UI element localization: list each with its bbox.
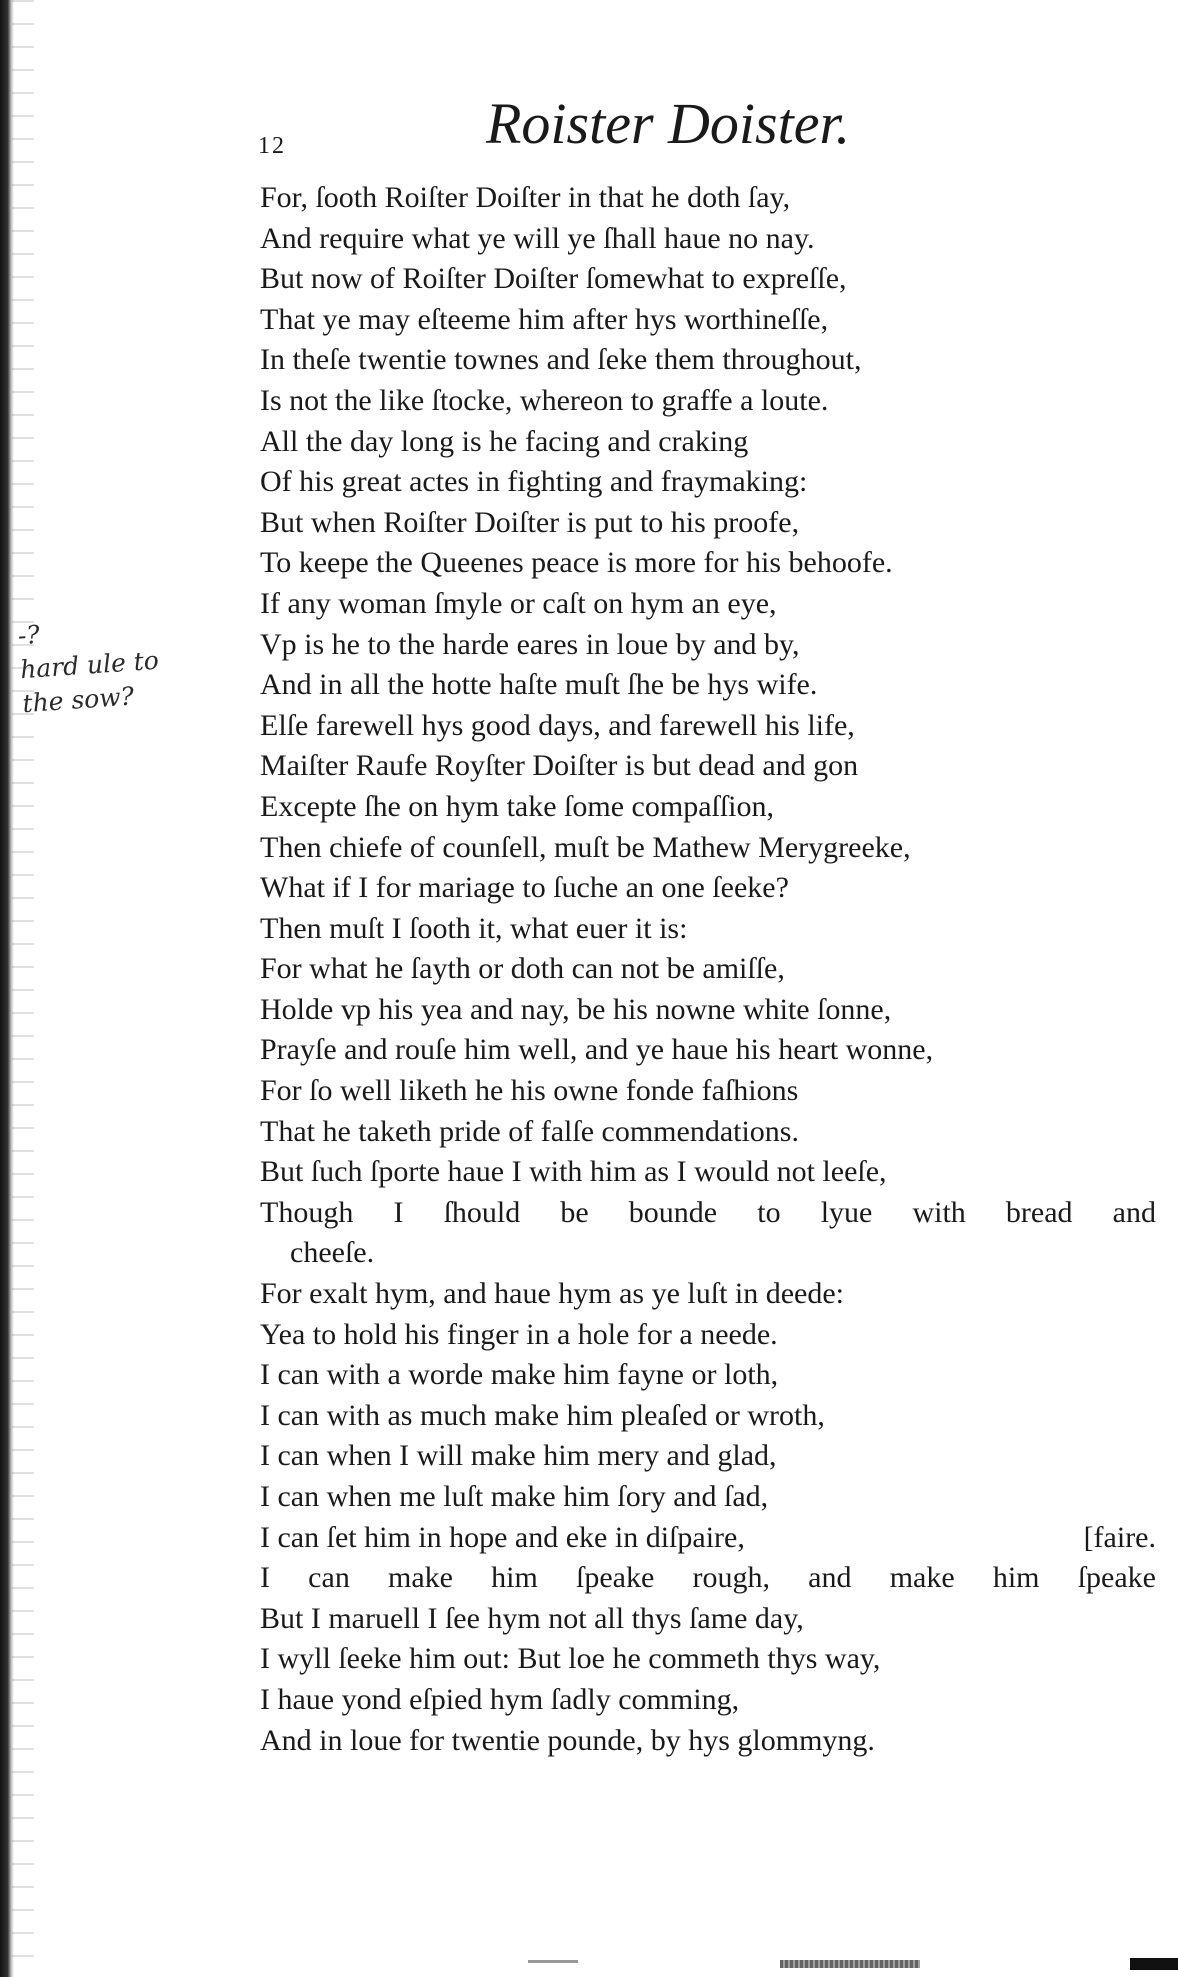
verse-line: I can with as much make him pleaſed or wroth, xyxy=(260,1398,825,1432)
verse-line: That he taketh pride of falſe commendations. xyxy=(260,1114,799,1148)
verse-line-with-turnover xyxy=(260,1518,1156,1559)
verse-line: To keepe the Queenes peace is more for his behoofe. xyxy=(260,546,893,580)
verse-line: All the day long is he facing and craking xyxy=(260,424,749,458)
marginalia-line: -? xyxy=(16,619,41,651)
verse-line: I haue yond eſpied hym ſadly comming, xyxy=(260,1682,740,1716)
verse-line: I can with a worde make him fayne or loth, xyxy=(260,1358,779,1392)
verse-line-text: I can ſet him in hope and eke in diſpaire, xyxy=(260,1520,745,1554)
verse-line: For exalt hym, and haue hym as ye luſt in deede: xyxy=(260,1277,845,1311)
verse-line: And in loue for twentie pounde, by hys glommyng. xyxy=(260,1723,875,1757)
verse-line: For, ſooth Roiſter Doiſter in that he doth ſay, xyxy=(260,181,791,214)
verse-line: Then chiefe of counſell, muſt be Mathew Merygreeke, xyxy=(260,830,911,864)
verse-line: In theſe twentie townes and ſeke them throughout, xyxy=(260,343,862,377)
footer-smudge xyxy=(1130,1958,1178,1970)
verse-line: And require what ye will ye ſhall haue no nay. xyxy=(260,221,815,255)
verse-line: What if I for mariage to ſuche an one ſeeke? xyxy=(260,871,789,905)
verse-line: If any woman ſmyle or caſt on hym an eye, xyxy=(260,586,777,620)
verse-line: Then muſt I ſooth it, what euer it is: xyxy=(260,911,688,945)
verse-line: Prayſe and rouſe him well, and ye haue his heart wonne, xyxy=(260,1033,934,1067)
footer-smudge xyxy=(780,1960,920,1968)
binding-specks xyxy=(12,0,34,1977)
verse-line-continuation: cheeſe. xyxy=(290,1236,375,1270)
verse-line: I can when I will make him mery and glad, xyxy=(260,1439,777,1473)
turnover-fragment: [faire. xyxy=(1083,1520,1156,1554)
verse-line: That ye may eſteeme him after hys worthineſſe, xyxy=(260,302,829,336)
marginalia-line: hard ule to xyxy=(19,645,160,685)
verse-line: And in all the hotte haſte muſt ſhe be hys wife. xyxy=(260,668,818,702)
verse-line: Yea to hold his finger in a hole for a neede. xyxy=(260,1317,778,1351)
verse-line: Is not the like ſtocke, whereon to graffe a loute. xyxy=(260,383,829,417)
verse-line: I wyll ſeeke him out: But loe he commeth thys way, xyxy=(260,1642,881,1676)
verse-line: For what he ſayth or doth can not be amiſſe, xyxy=(260,952,785,986)
verse-line: But I maruell I ſee hym not all thys ſame day, xyxy=(260,1601,804,1635)
page-header xyxy=(258,91,978,165)
running-title: Roister Doister. xyxy=(486,91,851,156)
verse-text xyxy=(260,178,1160,1761)
verse-line: I can make him ſpeake rough, and make him ſpeake xyxy=(260,1561,1156,1595)
verse-line: But when Roiſter Doiſter is put to his proofe, xyxy=(260,505,800,539)
verse-line: Holde vp his yea and nay, be his nowne white ſonne, xyxy=(260,992,892,1026)
verse-line: But now of Roiſter Doiſter ſomewhat to expreſſe, xyxy=(260,262,847,296)
verse-line: For ſo well liketh he his owne fonde faſhions xyxy=(260,1074,799,1108)
verse-line: Vp is he to the harde eares in loue by and by, xyxy=(260,627,800,661)
handwritten-marginalia xyxy=(17,605,234,721)
verse-line: But ſuch ſporte haue I with him as I would not leeſe, xyxy=(260,1155,887,1189)
page-number: 12 xyxy=(258,133,286,159)
verse-line: Excepte ſhe on hym take ſome compaſſion, xyxy=(260,789,775,823)
verse-line: Elſe farewell hys good days, and farewell his life, xyxy=(260,708,855,742)
verse-line: Though I ſhould be bounde to lyue with bread and xyxy=(260,1195,1156,1229)
verse-line: Of his great actes in fighting and fraymaking: xyxy=(260,465,808,499)
verse-line: Maiſter Raufe Royſter Doiſter is but dead and gon xyxy=(260,749,859,783)
marginalia-line: the sow? xyxy=(21,681,135,719)
footer-mark xyxy=(528,1960,578,1963)
verse-line: I can when me luſt make him ſory and ſad, xyxy=(260,1480,769,1513)
